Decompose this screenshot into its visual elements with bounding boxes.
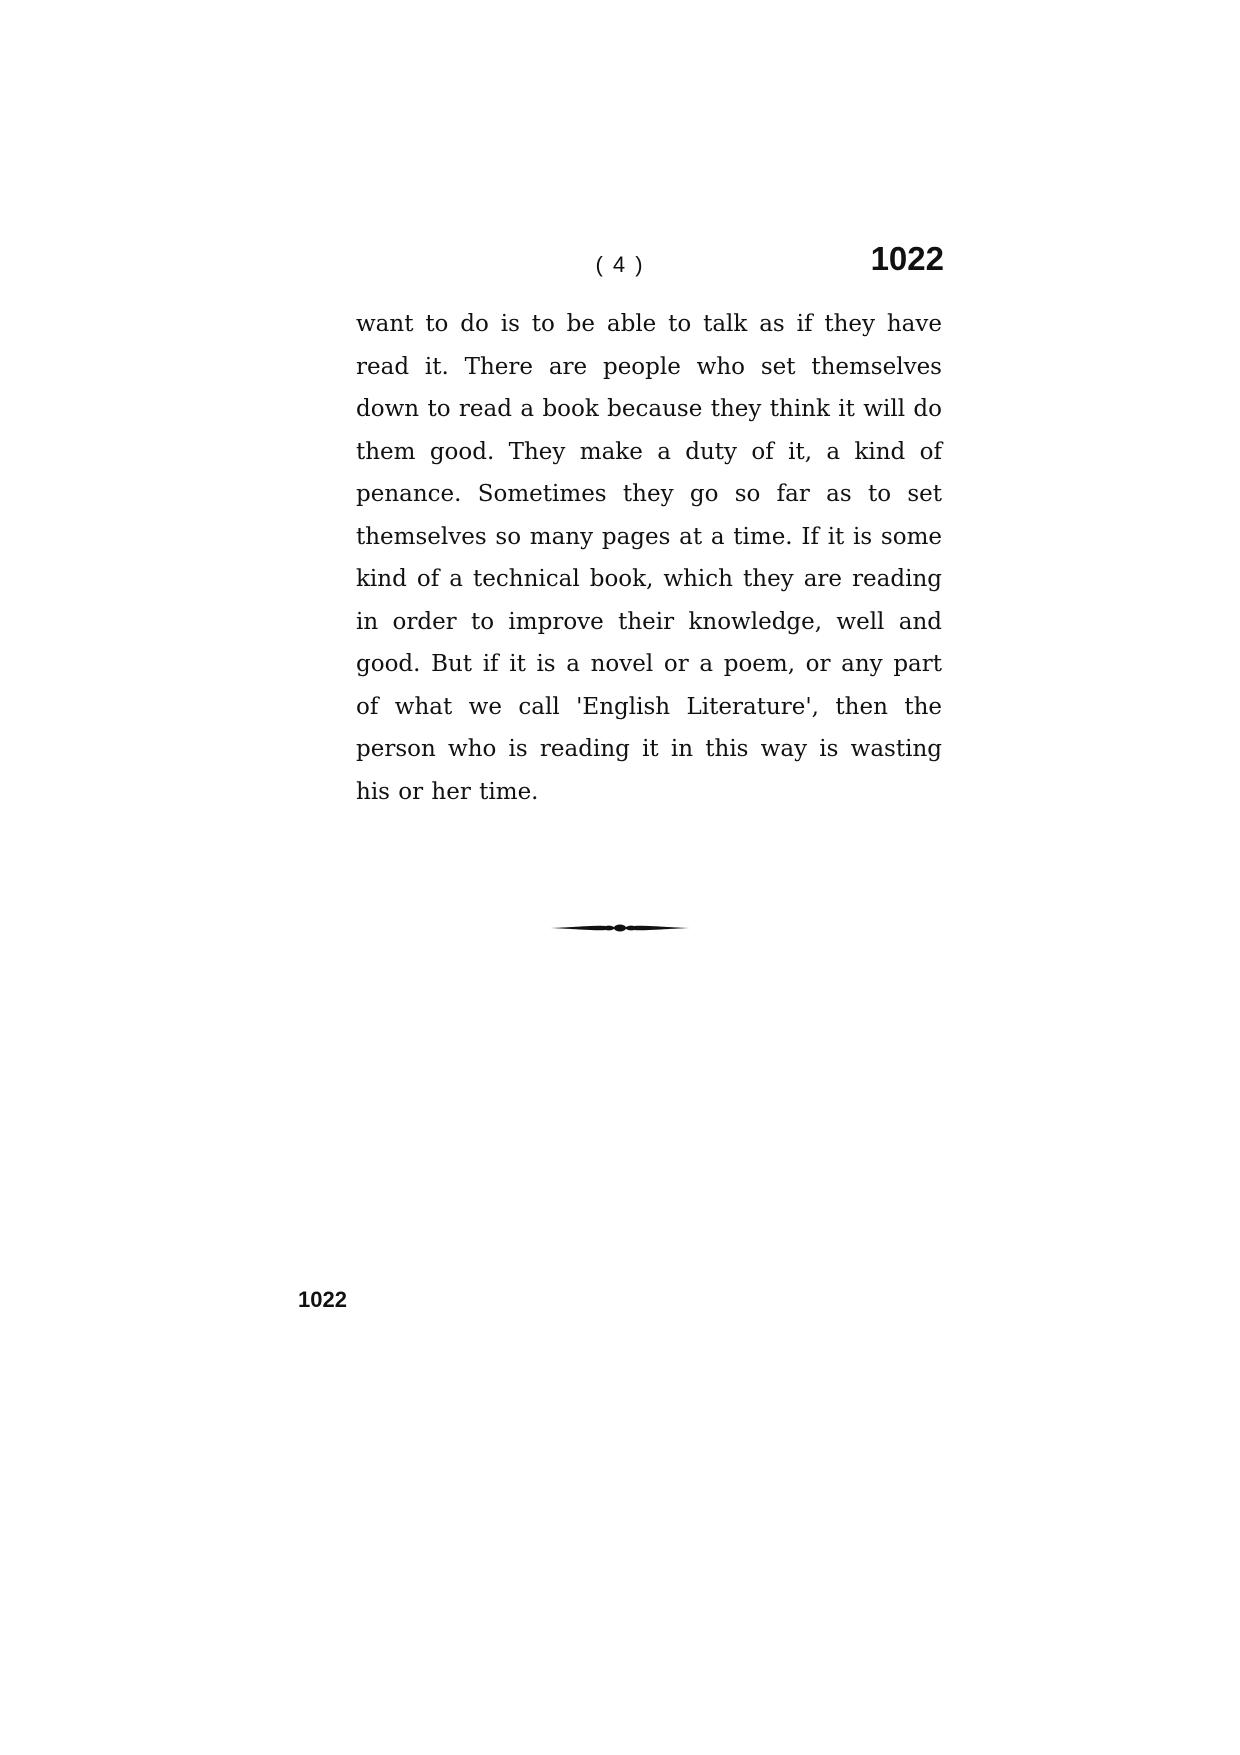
passage-text: want to do is to be able to talk as if they have read it. There are people who set themselves down to read a book because they think it will do them good. They make a duty of it, a kind of penance. Sometimes they go so far as to set themselves so many pages at a time. If it is some kind of a technical book, which they are reading in order to improve their knowledge, well and good. But if it is a novel or a poem, or any part of what we call 'English Literature', then the person who is reading it in this way is wasting his or her time. (356, 311, 942, 805)
page-number: ( 4 ) (595, 252, 645, 277)
header-paper-code: 1022 (870, 240, 944, 277)
end-of-section-ornament-icon (548, 916, 692, 940)
footer-paper-code: 1022 (298, 1287, 347, 1312)
